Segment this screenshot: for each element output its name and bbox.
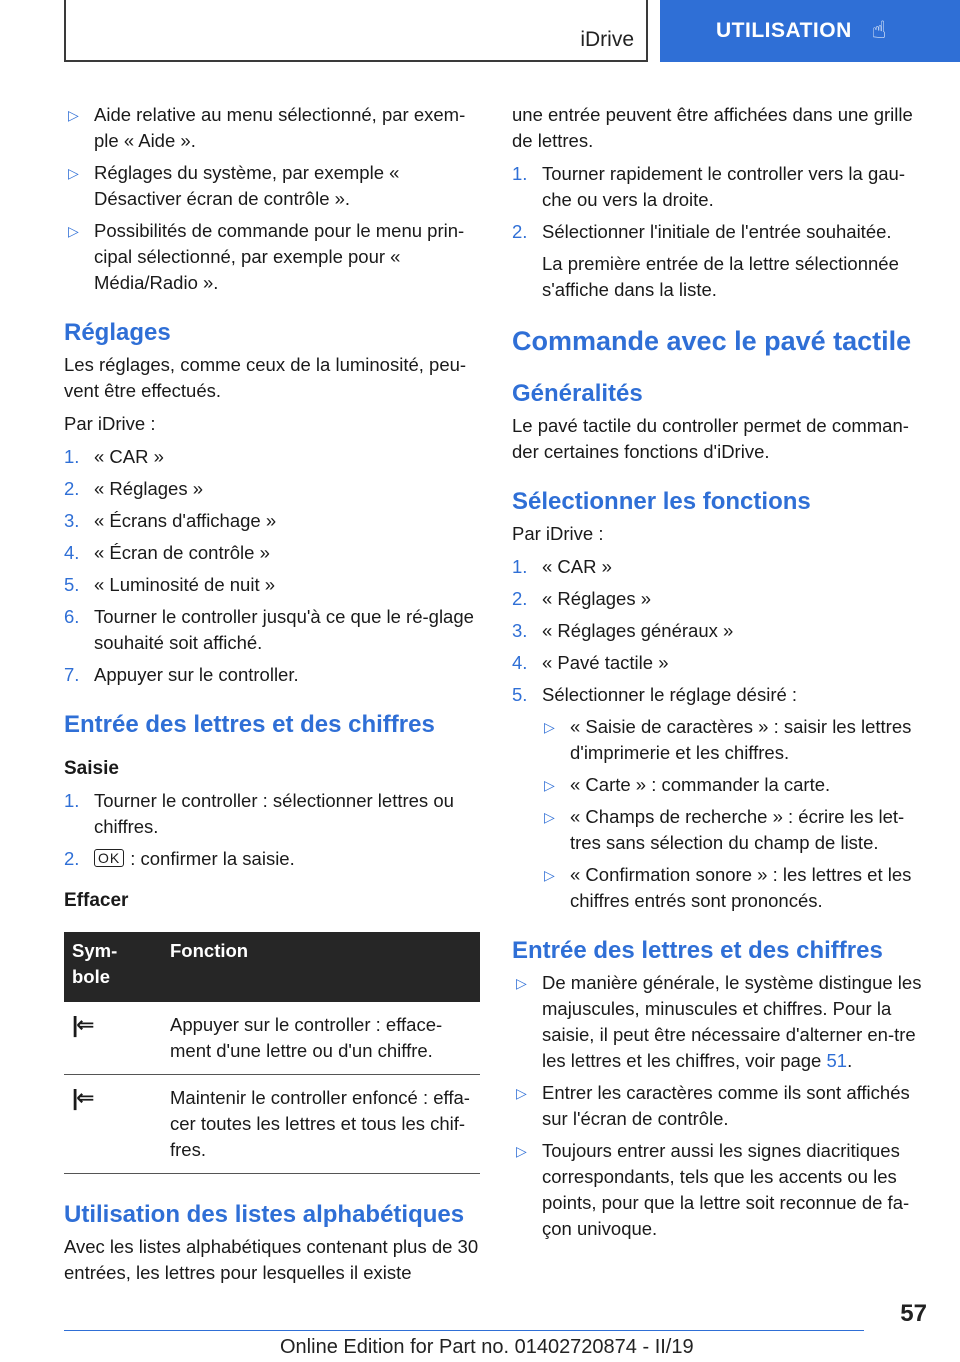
subheading-effacer: Effacer [64, 890, 129, 911]
table-header-row [64, 932, 480, 1002]
chapter-heading-touchpad: Commande avec le pavé tactile [512, 326, 912, 356]
list-item: ▷ Toujours entrer aussi les signes diacritiques correspondants, tels que les accents ou les points, pour que la lettre soit reconnue de fa‐çon univoque. [512, 1138, 932, 1242]
triangle-bullet-icon: ▷ [544, 809, 555, 825]
paragraph: Le pavé tactile du controller permet de comman‐der certaines fonctions d'iDrive. [512, 415, 909, 462]
list-item: ▷ « Carte » : commander la carte. [540, 772, 932, 798]
paragraph: Avec les listes alphabétiques contenant plus de 30 entrées, les lettres pour lesquelles il existe [64, 1236, 479, 1283]
footer-edition: Online Edition for Part no. 01402720874 - II/19 [280, 1336, 694, 1358]
triangle-bullet-icon: ▷ [544, 777, 555, 793]
triangle-bullet-icon: ▷ [516, 1143, 527, 1159]
paragraph: Par iDrive : [64, 413, 156, 434]
table-header-symbol: Sym‐bole [64, 932, 162, 1002]
footer-divider [64, 1330, 864, 1331]
section-title-lists: Utilisation des listes alphabétiques [64, 1201, 465, 1228]
step-item: 4. « Écran de contrôle » [64, 542, 270, 563]
delete-back-icon: |⇐ [72, 1085, 93, 1110]
paragraph: Les réglages, comme ceux de la luminosité, peu‐vent être effectués. [64, 354, 467, 401]
delete-back-icon: |⇐ [72, 1012, 93, 1037]
paragraph: Par iDrive : [512, 523, 604, 544]
triangle-bullet-icon: ▷ [68, 165, 79, 181]
section-title-select: Sélectionner les fonctions [512, 488, 811, 515]
table-cell: Appuyer sur le controller : efface‐ment d'une lettre ou d'un chiffre. [162, 1002, 480, 1075]
step-item: 5. « Luminosité de nuit » [64, 574, 276, 595]
list-item: ▷ De manière générale, le système distingue les majuscules, minuscules et chiffres. Pour la saisie, il peut être nécessaire d'alterner en‐tre les lettres et les chiffres, voir page 51. [512, 970, 932, 1074]
triangle-bullet-icon: ▷ [516, 975, 527, 991]
step-item: 2. Sélectionner l'initiale de l'entrée souhaitée. [512, 221, 892, 242]
step-item: 1. « CAR » [64, 446, 164, 467]
right-column [512, 102, 932, 1248]
symbol-table [64, 932, 480, 1174]
page-link[interactable]: 51 [826, 1050, 848, 1071]
table-row [64, 1002, 480, 1075]
section-title-entry-right: Entrée des lettres et des chiffres [512, 937, 883, 964]
step-item: 3. « Écrans d'affichage » [64, 510, 277, 531]
step-item: 2. « Réglages » [64, 478, 204, 499]
step-item: 2. « Réglages » [512, 588, 652, 609]
paragraph: une entrée peuvent être affichées dans une grille de lettres. [512, 104, 913, 151]
chapter-tab [660, 0, 960, 62]
pointing-hand-icon: ☝ [871, 17, 887, 44]
table-header-function: Fonction [162, 932, 480, 1002]
list-item: ▷ « Confirmation sonore » : les lettres et les chiffres entrés sont prononcés. [540, 862, 932, 914]
triangle-bullet-icon: ▷ [544, 719, 555, 735]
step-item: 1. Tourner le controller : sélectionner lettres ou chiffres. [64, 790, 454, 837]
numbered-steps-reglages [64, 444, 484, 688]
step-item: 6. Tourner le controller jusqu'à ce que le ré‐glage souhaité soit affiché. [64, 606, 474, 653]
table-cell: Maintenir le controller enfoncé : effa‐cer toutes les lettres et tous les chif‐fres. [162, 1075, 480, 1174]
page-number: 57 [900, 1300, 927, 1327]
header-frame [64, 0, 648, 62]
chapter-label: UTILISATION [716, 19, 852, 42]
header-section-title: iDrive [580, 28, 634, 51]
table-row [64, 1075, 480, 1174]
step-item: 7. Appuyer sur le controller. [64, 664, 299, 685]
list-item: ▷ Entrer les caractères comme ils sont affichés sur l'écran de contrôle. [512, 1080, 932, 1132]
subheading-saisie: Saisie [64, 758, 119, 779]
step-item: 4. « Pavé tactile » [512, 652, 669, 673]
triangle-bullet-icon: ▷ [68, 223, 79, 239]
step-item: 3. « Réglages généraux » [512, 620, 734, 641]
list-item: ▷ Aide relative au menu sélectionné, par exem‐ple « Aide ». [64, 102, 484, 154]
left-column [64, 102, 484, 1293]
sub-bullet-list [540, 714, 932, 914]
section-title-entry: Entrée des lettres et des chiffres [64, 711, 435, 738]
triangle-bullet-icon: ▷ [544, 867, 555, 883]
list-item: ▷ « Saisie de caractères » : saisir les lettres d'imprimerie et les chiffres. [540, 714, 932, 766]
section-title-general: Généralités [512, 380, 643, 407]
step-note: La première entrée de la lettre sélectionnée s'affiche dans la liste. [542, 253, 899, 300]
step-item: 5. Sélectionner le réglage désiré : [512, 684, 798, 705]
ok-button-icon: OK [94, 849, 124, 867]
section-title-reglages: Réglages [64, 319, 171, 346]
triangle-bullet-icon: ▷ [516, 1085, 527, 1101]
step-item: 1. « CAR » [512, 556, 612, 577]
step-item: 1. Tourner rapidement le controller vers la gau‐che ou vers la droite. [512, 163, 905, 210]
list-item: ▷ « Champs de recherche » : écrire les let‐tres sans sélection du champ de liste. [540, 804, 932, 856]
list-item: ▷ Réglages du système, par exemple « Désactiver écran de contrôle ». [64, 160, 484, 212]
list-item: ▷ Possibilités de commande pour le menu prin‐cipal sélectionné, par exemple pour « Média/Radio ». [64, 218, 484, 296]
triangle-bullet-icon: ▷ [68, 107, 79, 123]
step-item: 2. OK : confirmer la saisie. [64, 848, 295, 869]
